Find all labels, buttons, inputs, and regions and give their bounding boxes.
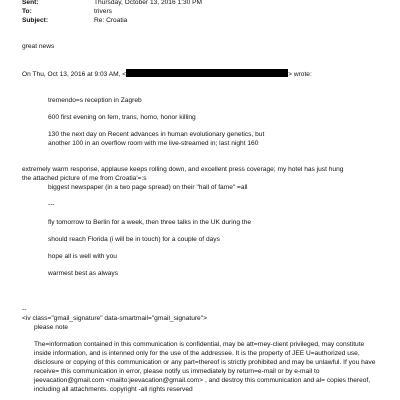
disclaimer-line-6: including all attachments. copyright -all rights reserved bbox=[34, 386, 193, 393]
header-subject-row bbox=[22, 16, 127, 25]
disclaimer-line-5: jeevacation@gmail.com <mailto:jeevacation@gmail.com> , and destroy this communication and al= copies thereof, bbox=[34, 377, 371, 384]
disclaimer-line-1: The=information contained in this communication is confidential, may be att=rney-client privileged, may constitute bbox=[34, 341, 365, 348]
body-line-next-day-2: another 100 in an overflow room with me live-streamed in; last night 160 bbox=[48, 140, 259, 147]
signature-dashes: -- bbox=[22, 306, 27, 313]
body-line-warmest: warmest best as always bbox=[48, 270, 118, 277]
quote-intro-after: > wrote: bbox=[288, 71, 312, 78]
sent-value: Thursday, October 13, 2016 1:30 PM bbox=[94, 0, 203, 6]
to-label: To: bbox=[22, 8, 32, 15]
body-line-reception: tremendo=s reception in Zagreb bbox=[48, 97, 142, 104]
body-line-berlin: fly tomorrow to Berlin for a week, then three talks in the UK during the bbox=[48, 219, 252, 226]
redaction-block bbox=[126, 69, 288, 77]
body-line-newspaper: biggest newspaper (in a two page spread) on their "hall of fame" =all bbox=[48, 184, 248, 191]
quote-intro bbox=[22, 69, 312, 80]
disclaimer-line-4: receive= this communication in error, please notify us immediately by return=e-mail or by e-mail to bbox=[34, 368, 320, 375]
signature-html-fragment: <iv class="gmail_signature" data-smartmail="gmail_signature"> bbox=[22, 315, 207, 322]
disclaimer-line-3: disclosure or copying of this communication or any part=thereof is strictly prohibited and may be unlawful. If you have bbox=[34, 359, 376, 366]
to-value: trivers bbox=[94, 8, 112, 15]
body-line-response-1: extremely warm response, applause keeps rolling down, and excellent press coverage; my hotel has just hung bbox=[22, 166, 344, 173]
sent-label: Sent: bbox=[22, 0, 39, 6]
body-line-response-2: the attached picture of me from Croatia'=:s bbox=[22, 175, 147, 182]
please-note-text: please note bbox=[34, 324, 69, 331]
header-to-row bbox=[22, 7, 112, 16]
quote-intro-before: On Thu, Oct 13, 2016 at 9:03 AM, < bbox=[22, 71, 127, 78]
subject-label: Subject: bbox=[22, 17, 49, 24]
greeting-text: great news bbox=[22, 43, 55, 50]
disclaimer-line-2: inside information, and is intenned only for the use of the addressee. It is the property of JEE U=authorized use, bbox=[34, 350, 360, 357]
body-line-next-day-1: 130 the next day on Recent advances in human evolutionary genetics, but bbox=[48, 131, 265, 138]
header-sent-row bbox=[22, 0, 202, 7]
body-line-first-evening: 600 first evening on fem, trans, homo, honor killing bbox=[48, 114, 196, 121]
body-separator: --- bbox=[48, 201, 55, 208]
subject-value: Re: Croatia bbox=[94, 17, 128, 24]
body-line-florida: should reach Florida (i will be in touch) for a couple of days bbox=[48, 236, 220, 243]
body-line-hope: hope all is well with you bbox=[48, 253, 117, 260]
